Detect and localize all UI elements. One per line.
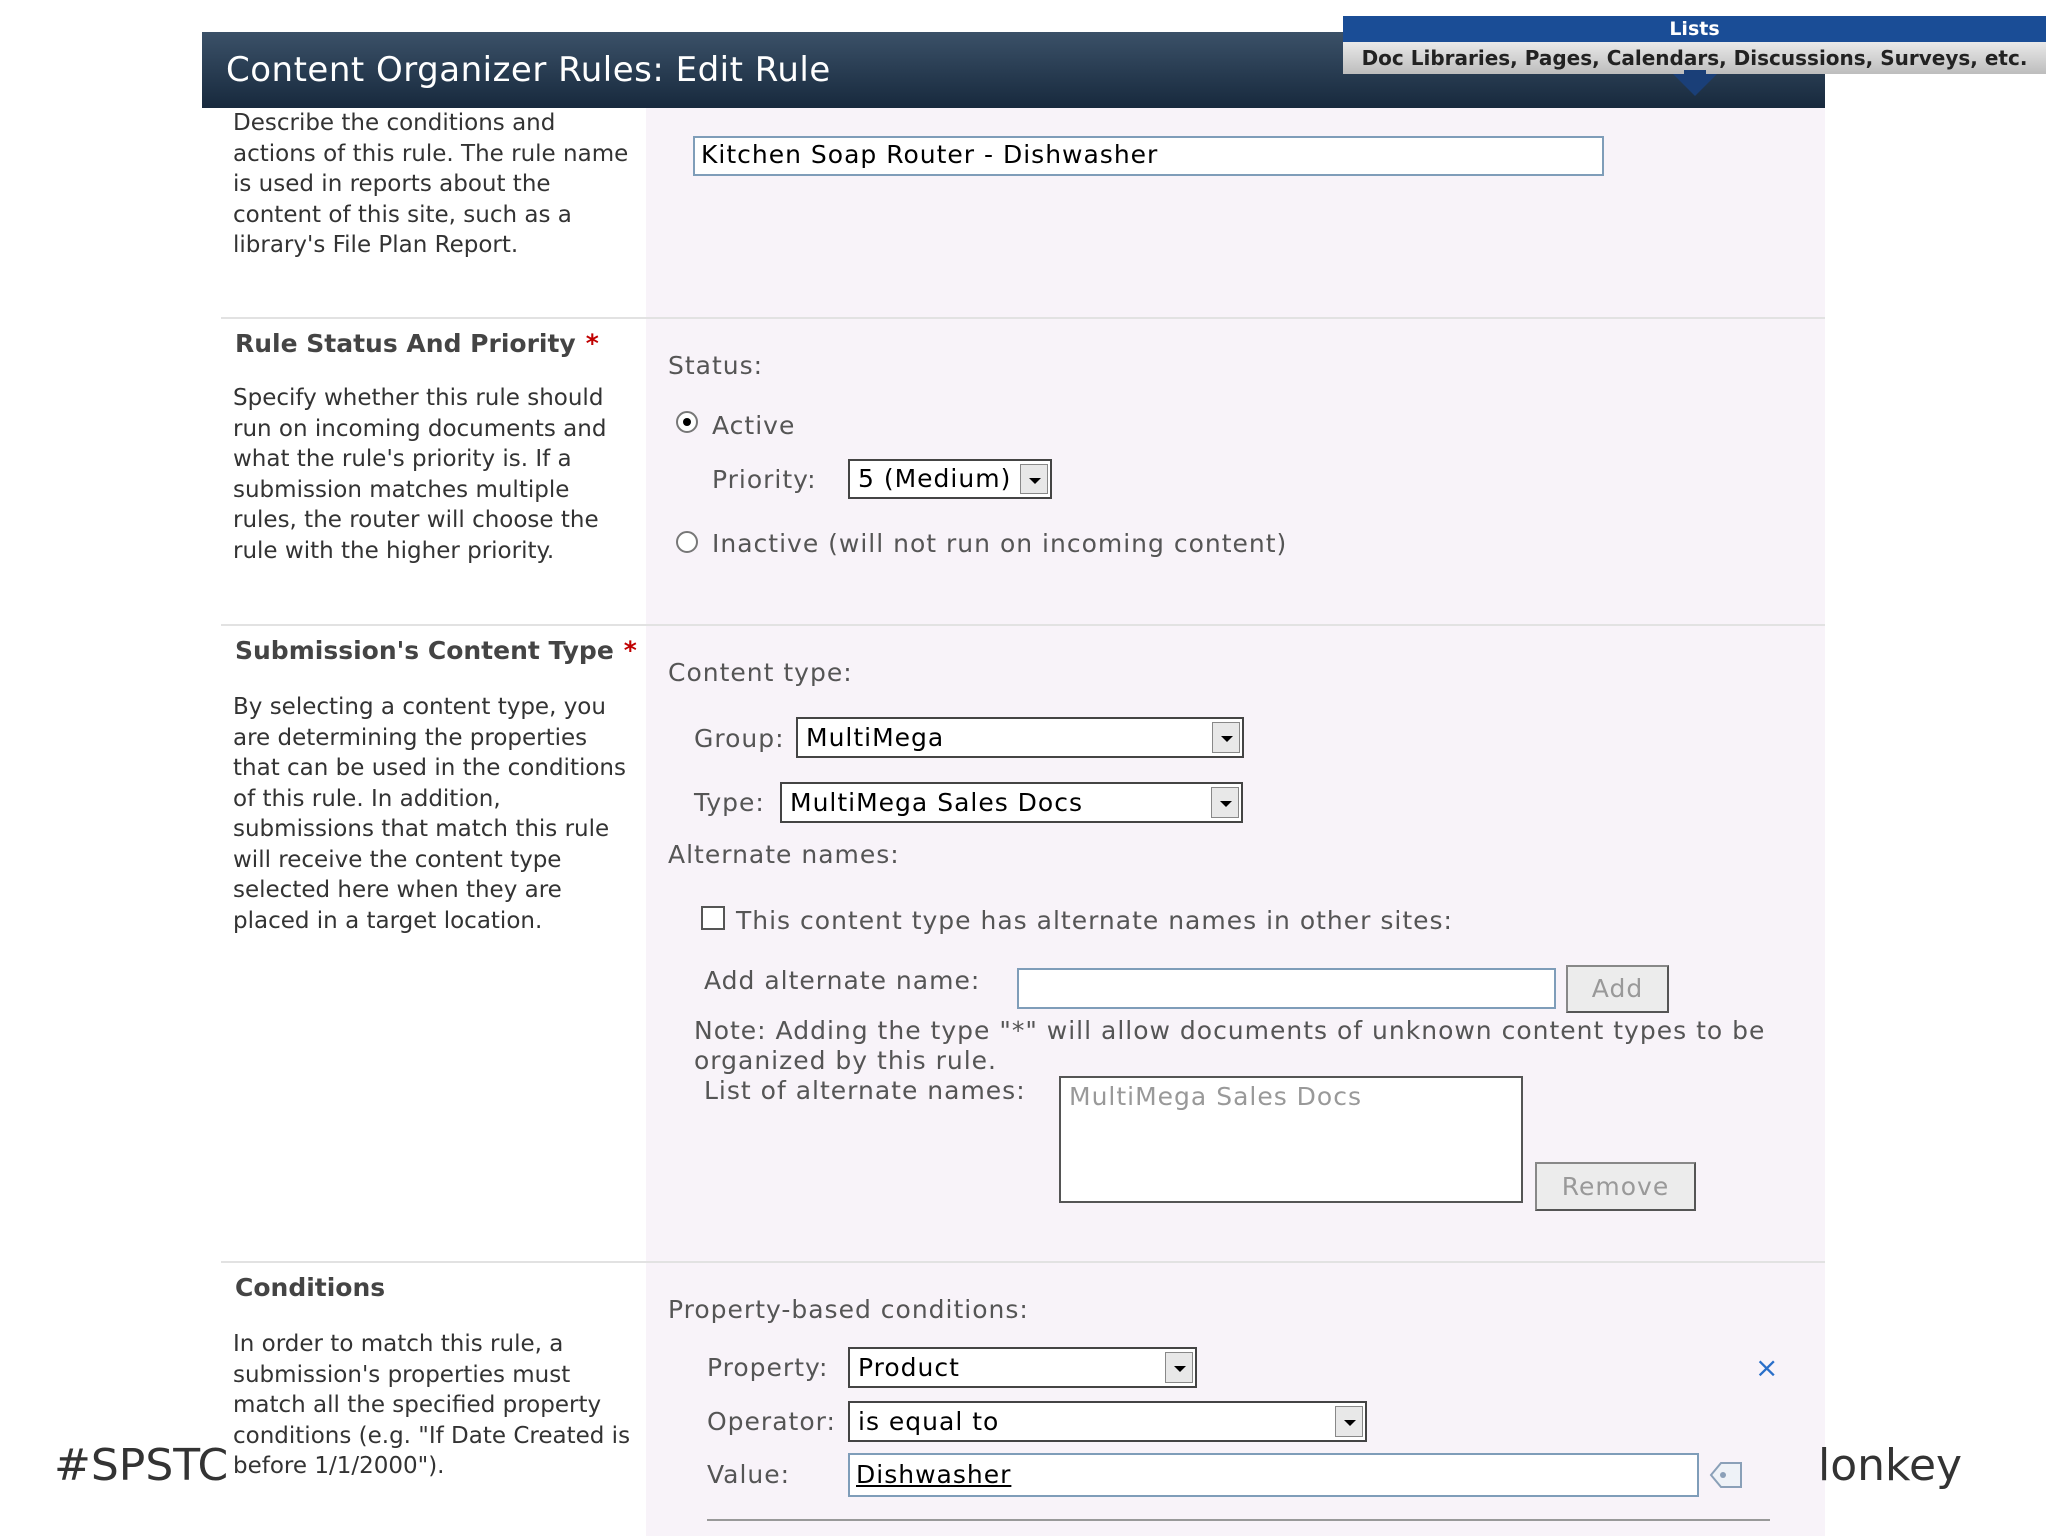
content-type-description: By selecting a content type, you are determining the properties that can be used in the conditions of this rule. In addition, submissions that match this rule will receive the content type selected here when they are placed in a target location.	[233, 694, 626, 934]
group-value: MultiMega	[806, 723, 945, 752]
add-alternate-label: Add alternate name:	[704, 966, 981, 995]
alternate-names-label: Alternate names:	[668, 840, 900, 869]
group-select[interactable]	[796, 717, 1244, 758]
chevron-down-icon[interactable]	[1165, 1352, 1193, 1383]
alternate-names-checkbox[interactable]	[701, 906, 725, 930]
inactive-label: Inactive (will not run on incoming content)	[712, 529, 1288, 558]
rule-name-description: Describe the conditions and actions of this rule. The rule name is used in reports about the content of this site, such as a library's File Plan Report.	[233, 110, 629, 258]
type-label: Type:	[694, 788, 765, 817]
footer-brand: lonkey	[1818, 1440, 1963, 1491]
callout-items: Doc Libraries, Pages, Calendars, Discussions, Surveys, etc.	[1343, 42, 2046, 74]
property-label: Property:	[707, 1353, 829, 1382]
value-label: Value:	[707, 1460, 791, 1489]
active-radio[interactable]	[676, 411, 698, 433]
chevron-down-icon[interactable]	[1335, 1406, 1363, 1437]
content-type-label: Content type:	[668, 658, 853, 687]
chevron-down-icon[interactable]	[1020, 464, 1048, 494]
section-title-status: Rule Status And Priority *	[235, 329, 599, 358]
list-item[interactable]: MultiMega Sales Docs	[1069, 1082, 1362, 1111]
callout-heading: Lists	[1343, 16, 2046, 42]
section-title-content-type: Submission's Content Type *	[235, 636, 637, 665]
content-type-section	[221, 624, 1825, 1261]
priority-label: Priority:	[712, 465, 817, 494]
group-label: Group:	[694, 724, 785, 753]
property-value: Product	[858, 1353, 960, 1382]
operator-value: is equal to	[858, 1407, 1000, 1436]
chevron-down-icon[interactable]	[1211, 787, 1239, 818]
section-divider	[221, 624, 1825, 626]
operator-select[interactable]	[848, 1401, 1367, 1442]
conditions-section	[221, 1261, 1825, 1536]
page-title: Content Organizer Rules: Edit Rule	[226, 50, 831, 90]
property-conditions-label: Property-based conditions:	[668, 1295, 1029, 1324]
alternate-checkbox-label: This content type has alternate names in other sites:	[736, 906, 1453, 935]
property-select[interactable]	[848, 1347, 1197, 1388]
section-divider	[221, 1261, 1825, 1263]
lists-callout	[1343, 16, 2046, 74]
conditions-divider	[707, 1519, 1770, 1521]
section-title-conditions: Conditions	[235, 1273, 386, 1302]
conditions-description: In order to match this rule, a submission's properties must match all the specified property conditions (e.g. "If Date Created is before 1/1/2000").	[233, 1331, 631, 1479]
status-label: Status:	[668, 351, 764, 380]
priority-value: 5 (Medium)	[858, 464, 1012, 493]
remove-condition-icon[interactable]: ×	[1755, 1351, 1780, 1384]
required-marker: *	[585, 329, 599, 358]
active-label: Active	[712, 411, 796, 440]
value-input[interactable]: Dishwasher	[848, 1453, 1699, 1497]
chevron-down-icon[interactable]	[1212, 722, 1240, 753]
alternate-names-list[interactable]	[1059, 1076, 1523, 1203]
remove-button[interactable]: Remove	[1535, 1162, 1696, 1211]
add-alternate-input[interactable]	[1017, 968, 1556, 1009]
footer-hashtag: #SPSTC	[54, 1440, 229, 1491]
alternate-list-label: List of alternate names:	[704, 1076, 1026, 1105]
add-button[interactable]: Add	[1566, 965, 1669, 1013]
rule-name-section	[221, 108, 1825, 317]
rule-name-input[interactable]: Kitchen Soap Router - Dishwasher	[693, 136, 1604, 176]
type-select[interactable]	[780, 782, 1243, 823]
tag-icon[interactable]	[1707, 1457, 1747, 1493]
unknown-type-note: Note: Adding the type "*" will allow documents of unknown content types to be organized by this rule.	[694, 1016, 1766, 1075]
type-value: MultiMega Sales Docs	[790, 788, 1083, 817]
priority-select[interactable]	[848, 459, 1052, 499]
arrow-down-icon	[1673, 74, 1717, 96]
section-divider	[221, 317, 1825, 319]
status-description: Specify whether this rule should run on incoming documents and what the rule's priority is. If a submission matches multiple rules, the router will choose the rule with the higher priority.	[233, 385, 607, 564]
operator-label: Operator:	[707, 1407, 836, 1436]
status-priority-section	[221, 317, 1825, 624]
inactive-radio[interactable]	[676, 531, 698, 553]
required-marker: *	[623, 636, 637, 665]
